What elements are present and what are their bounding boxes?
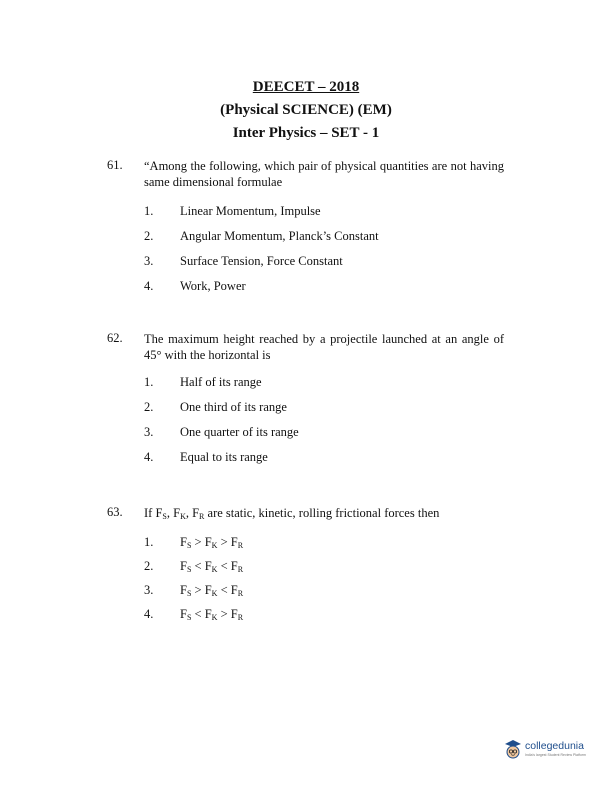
option-text: One quarter of its range <box>180 425 299 439</box>
option-number: 4. <box>144 607 154 621</box>
option-text: Equal to its range <box>180 450 268 464</box>
question-text: If $F_S$, $F_K$, $F_R$ are static, kinetic, rolling frictional forces then <box>144 506 440 521</box>
option-number: 4. <box>144 279 154 293</box>
option-number: 4. <box>144 450 154 464</box>
question-number: 62. <box>107 331 123 345</box>
option-number: 3. <box>144 254 154 268</box>
option-number: 1. <box>144 535 154 549</box>
question-text: The maximum height reached by a projectile launched at an angle of 45° with the horizontal is <box>144 332 504 362</box>
option-number: 2. <box>144 559 154 573</box>
logo-wordmark: collegedunia <box>525 740 584 752</box>
question-number: 61. <box>107 158 123 172</box>
exam-title: DEECET – 2018 <box>252 79 360 95</box>
option-text: $F_S < F_K < F_R$ <box>180 559 244 574</box>
option-number: 2. <box>144 229 154 243</box>
option-text: Half of its range <box>180 375 262 389</box>
logo-tagline: India's largest Student Review Platform <box>525 753 586 757</box>
collegedunia-logo <box>503 738 603 762</box>
option-text: Angular Momentum, Planck’s Constant <box>180 229 379 243</box>
option-text: Work, Power <box>180 279 246 293</box>
option-number: 3. <box>144 583 154 597</box>
option-text: $F_S > F_K > F_R$ <box>180 535 244 550</box>
question-number: 63. <box>107 505 123 519</box>
option-number: 2. <box>144 400 154 414</box>
option-text: Linear Momentum, Impulse <box>180 204 321 218</box>
question-text: “Among the following, which pair of physical quantities are not having same dimensional formulae <box>144 159 504 189</box>
option-text: $F_S > F_K < F_R$ <box>180 583 244 598</box>
option-number: 3. <box>144 425 154 439</box>
option-text: $F_S < F_K > F_R$ <box>180 607 244 622</box>
option-text: One third of its range <box>180 400 287 414</box>
option-text: Surface Tension, Force Constant <box>180 254 343 268</box>
document-header <box>0 76 612 145</box>
section-title: Inter Physics – SET - 1 <box>232 125 380 141</box>
graduate-mascot-icon <box>503 738 523 760</box>
option-number: 1. <box>144 375 154 389</box>
exam-subtitle: (Physical SCIENCE) (EM) <box>220 102 392 118</box>
option-number: 1. <box>144 204 154 218</box>
